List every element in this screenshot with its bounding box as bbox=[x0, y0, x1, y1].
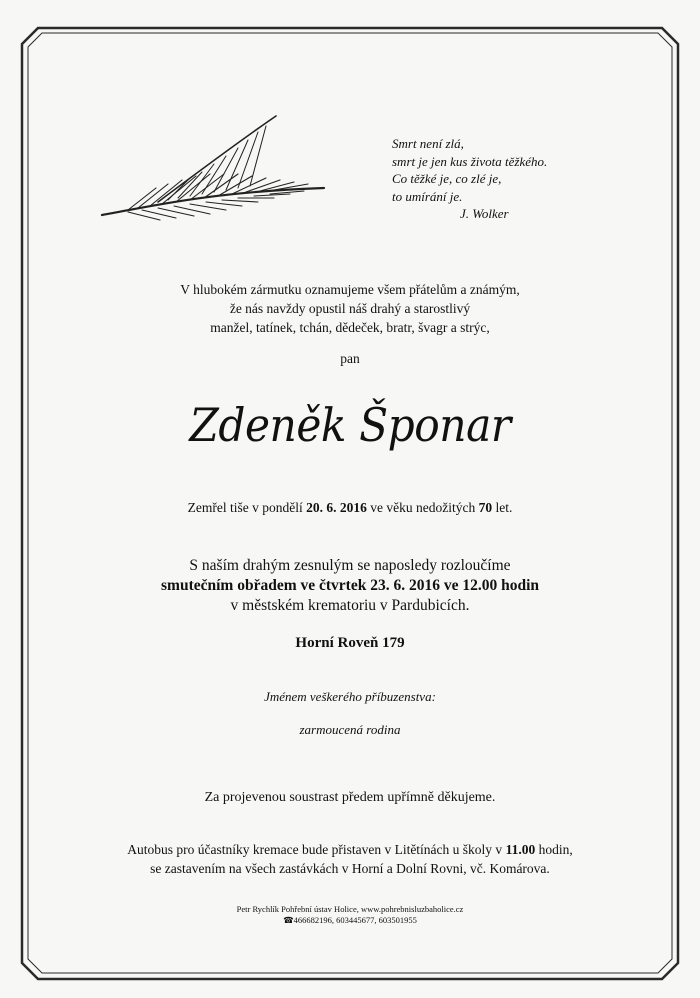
death-prefix: Zemřel tiše v pondělí bbox=[187, 500, 307, 515]
family-signature: zarmoucená rodina bbox=[299, 722, 401, 737]
death-age: 70 bbox=[478, 500, 493, 515]
ceremony-line-3: v městském krematoriu v Pardubicích. bbox=[230, 597, 470, 614]
poem-line: Smrt není zlá, bbox=[392, 136, 464, 151]
bus-time: 11.00 bbox=[505, 842, 536, 857]
palm-branch-icon bbox=[98, 112, 330, 227]
thanks-note: Za projevenou soustrast předem upřímně děkujeme. bbox=[204, 790, 496, 805]
intro-line: že nás navždy opustil náš drahý a starostlivý bbox=[229, 301, 471, 316]
bus-line-1 bbox=[0, 840, 700, 859]
footer-company: Petr Rychlík Pohřební ústav Holice, www.pohrebnisluzbaholice.cz bbox=[236, 904, 464, 914]
ceremony-line-2: smutečním obřadem ve čtvrtek 23. 6. 2016 ve 12.00 hodin bbox=[161, 577, 539, 594]
bus-info bbox=[0, 840, 700, 878]
ceremony-line-1: S naším drahým zesnulým se naposledy rozloučíme bbox=[189, 557, 511, 574]
death-date: 20. 6. 2016 bbox=[306, 500, 367, 515]
phone-icon: ☎ bbox=[283, 915, 294, 925]
bus-suffix: hodin, bbox=[535, 842, 573, 857]
intro-line: V hlubokém zármutku oznamujeme všem přátelům a známým, bbox=[180, 282, 520, 297]
poem-author: J. Wolker bbox=[460, 206, 509, 221]
poem-line: Co těžké je, co zlé je, bbox=[392, 171, 502, 186]
honorific: pan bbox=[340, 351, 360, 366]
deceased-name: Zdeněk Šponar bbox=[189, 398, 511, 452]
bus-line-2: se zastavením na všech zastávkách v Horní a Dolní Rovni, vč. Komárova. bbox=[150, 861, 550, 876]
bus-prefix: Autobus pro účastníky kremace bude přistaven v Litětínách u školy v bbox=[127, 842, 506, 857]
address: Horní Roveň 179 bbox=[295, 635, 405, 651]
ceremony-info bbox=[0, 556, 700, 616]
announcement-intro bbox=[0, 280, 700, 337]
phone-numbers: 466682196, 603445677, 603501955 bbox=[293, 915, 417, 925]
poem-line: to umírání je. bbox=[392, 188, 463, 204]
death-notice bbox=[0, 500, 700, 516]
on-behalf-of: Jménem veškerého příbuzenstva: bbox=[264, 689, 436, 704]
intro-line: manžel, tatínek, tchán, dědeček, bratr, švagr a strýc, bbox=[210, 320, 490, 335]
footer-phones bbox=[0, 915, 700, 926]
death-middle: ve věku nedožitých bbox=[366, 500, 479, 515]
poem-line: smrt je jen kus života těžkého. bbox=[392, 153, 548, 169]
death-suffix: let. bbox=[492, 500, 513, 515]
funeral-home-footer bbox=[0, 904, 700, 926]
poem bbox=[392, 135, 642, 223]
